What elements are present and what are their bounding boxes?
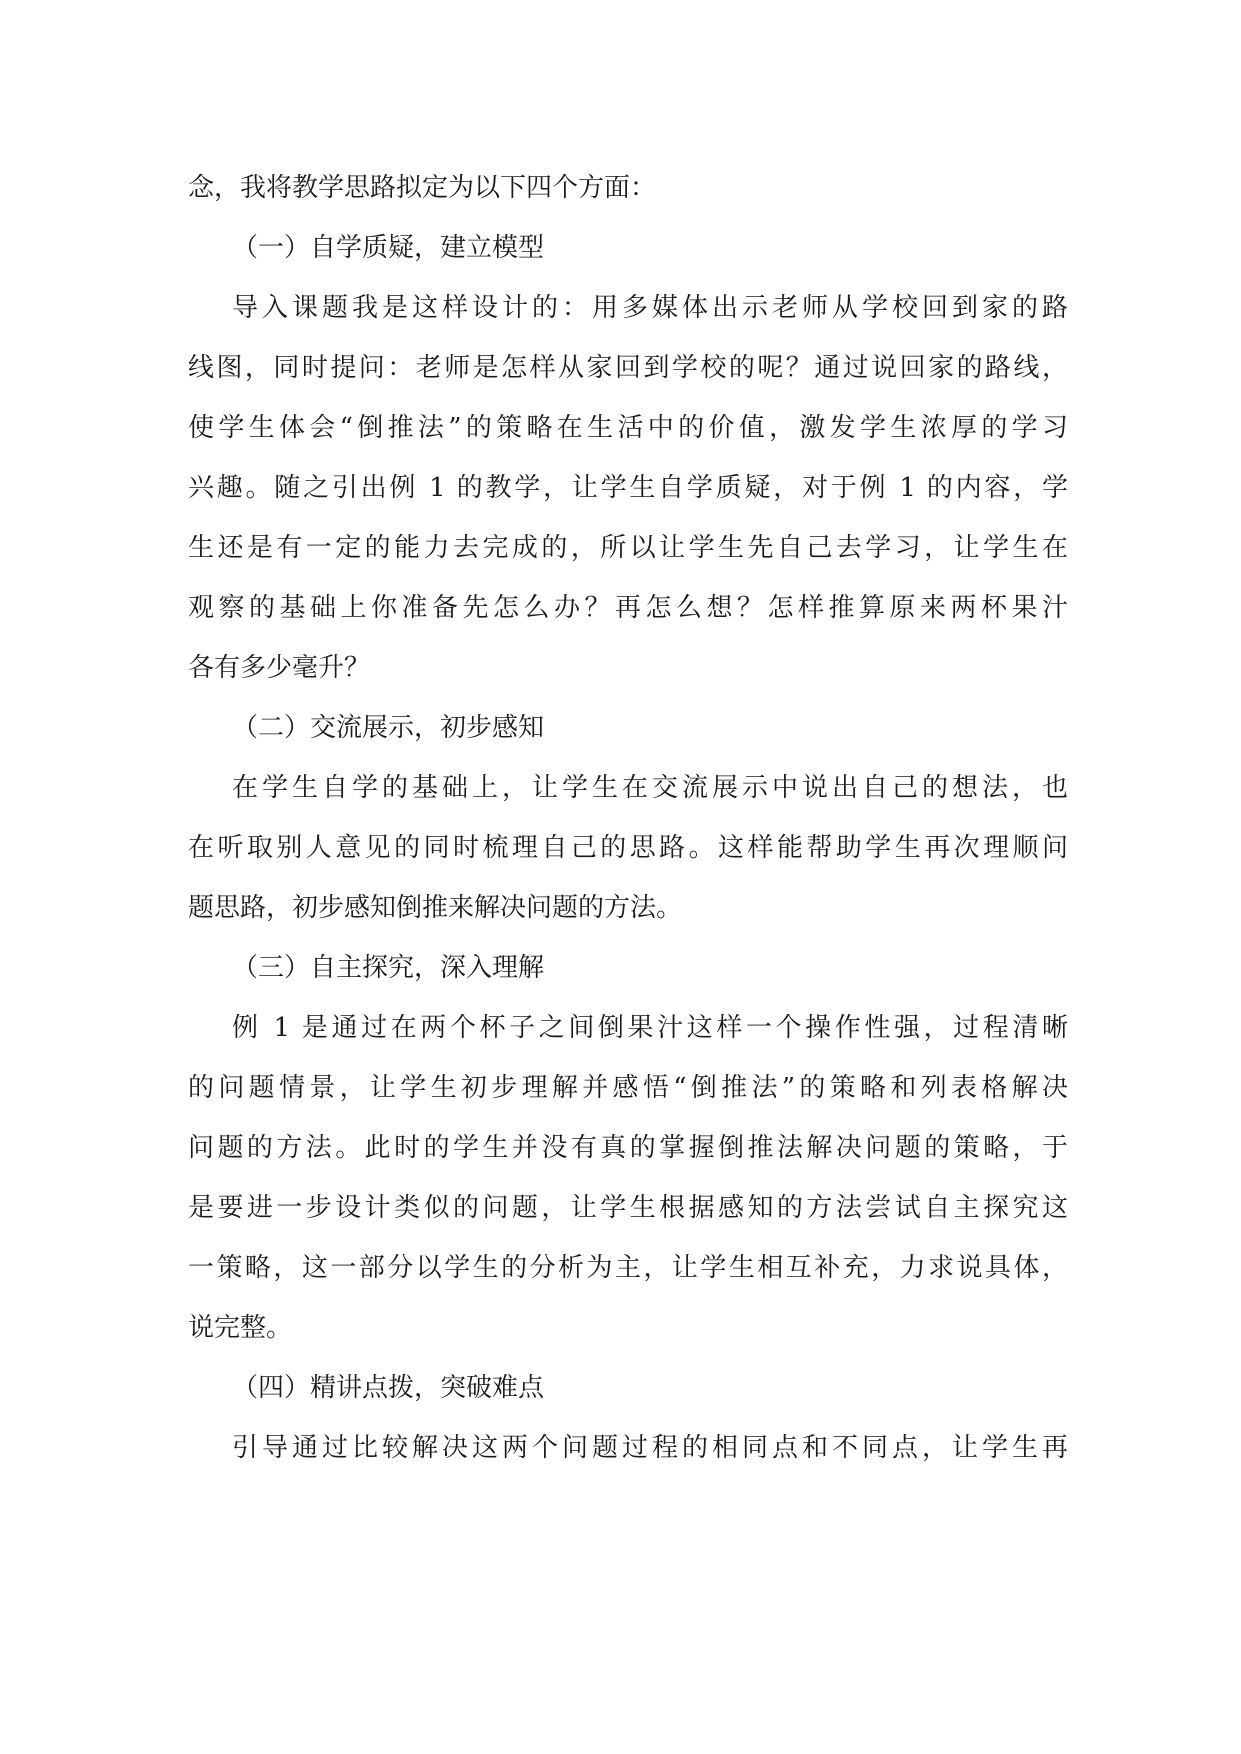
- paragraph-line: 是要进一步设计类似的问题，让学生根据感知的方法尝试自主探究这: [188, 1193, 1068, 1223]
- section-heading-3: （三）自主探究，深入理解: [232, 953, 545, 983]
- document-page: [188, 158, 1068, 1478]
- paragraph-line: 念，我将教学思路拟定为以下四个方面：: [188, 173, 657, 203]
- paragraph-line: 线图，同时提问：老师是怎样从家回到学校的呢？通过说回家的路线，: [188, 353, 1068, 383]
- paragraph-line: 说完整。: [188, 1313, 293, 1343]
- paragraph-line: 例 1 是通过在两个杯子之间倒果汁这样一个操作性强，过程清晰: [232, 1013, 1068, 1043]
- paragraph-line: 题思路，初步感知倒推来解决问题的方法。: [188, 893, 683, 923]
- section-heading-4: （四）精讲点拨，突破难点: [232, 1373, 545, 1403]
- paragraph-line: 在听取别人意见的同时梳理自己的思路。这样能帮助学生再次理顺问: [188, 833, 1068, 863]
- paragraph-line: 各有多少毫升？: [188, 653, 371, 683]
- paragraph-line: 生还是有一定的能力去完成的，所以让学生先自己去学习，让学生在: [188, 533, 1068, 563]
- paragraph-line: 在学生自学的基础上，让学生在交流展示中说出自己的想法，也: [232, 773, 1068, 803]
- section-heading-1: （一）自学质疑，建立模型: [232, 233, 545, 263]
- paragraph-line: 的问题情景，让学生初步理解并感悟“倒推法”的策略和列表格解决: [188, 1073, 1068, 1103]
- paragraph-line: 引导通过比较解决这两个问题过程的相同点和不同点，让学生再: [232, 1433, 1068, 1463]
- paragraph-line: 一策略，这一部分以学生的分析为主，让学生相互补充，力求说具体，: [188, 1253, 1068, 1283]
- section-heading-2: （二）交流展示，初步感知: [232, 713, 545, 743]
- paragraph-line: 兴趣。随之引出例 1 的教学，让学生自学质疑，对于例 1 的内容，学: [188, 473, 1068, 503]
- paragraph-line: 问题的方法。此时的学生并没有真的掌握倒推法解决问题的策略，于: [188, 1133, 1068, 1163]
- paragraph-line: 导入课题我是这样设计的：用多媒体出示老师从学校回到家的路: [232, 293, 1068, 323]
- paragraph-line: 观察的基础上你准备先怎么办？再怎么想？怎样推算原来两杯果汁: [188, 593, 1068, 623]
- paragraph-line: 使学生体会“倒推法”的策略在生活中的价值，激发学生浓厚的学习: [188, 413, 1068, 443]
